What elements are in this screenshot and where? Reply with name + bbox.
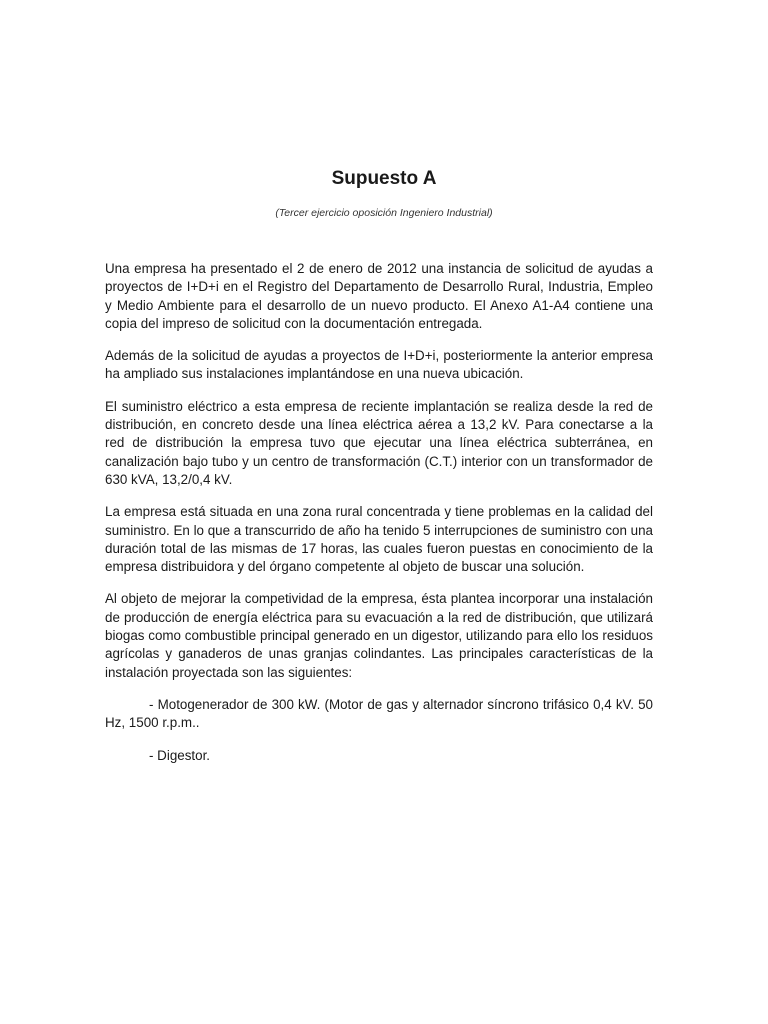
document-title: Supuesto A: [331, 168, 437, 189]
paragraph-instalacion: Al objeto de mejorar la competividad de la empresa, ésta plantea incorporar una instalación de producción de energía eléctrica para su evacuación a la red de distribución, que utilizará biogas como combustible principal generado en un digestor, utilizando para ello los residuos agrícolas y ganaderos de unas granjas colindantes. Las principales características de la instalación proyectada son las siguientes:: [105, 591, 653, 680]
paragraph-solicitud: Una empresa ha presentado el 2 de enero de 2012 una instancia de solicitud de ayudas a proyectos de I+D+i en el Registro del Departamento de Desarrollo Rural, Industria, Empleo y Medio Ambiente para el desarrollo de un nuevo producto. El Anexo A1-A4 contiene una copia del impreso de solicitud con la documentación entregada.: [105, 261, 653, 331]
paragraph-suministro: El suministro eléctrico a esta empresa de reciente implantación se realiza desde la red de distribución, en concreto desde una línea eléctrica aérea a 13,2 kV. Para conectarse a la red de distribución la empresa tuvo que ejecutar una línea eléctrica subterránea, en canalización bajo tubo y un centro de transformación (C.T.) interior con un transformador de 630 kVA, 13,2/0,4 kV.: [105, 398, 653, 487]
paragraph-calidad: La empresa está situada en una zona rural concentrada y tiene problemas en la calidad del suministro. En lo que a transcurrido de año ha tenido 5 interrupciones de suministro con una duración total de las mismas de 17 horas, las cuales fueron puestas en conocimiento de la empresa distribuidora y del órgano competente al objeto de buscar una solución.: [105, 504, 653, 575]
paragraph-ampliacion: Además de la solicitud de ayudas a proyectos de I+D+i, posteriormente la anterior empresa ha ampliado sus instalaciones implantándose en una nueva ubicación.: [105, 348, 653, 382]
list-item-motogenerador: - Motogenerador de 300 kW. (Motor de gas y alternador síncrono trifásico 0,4 kV. 50 Hz, 1500 r.p.m..: [105, 696, 653, 731]
document-body: [105, 260, 653, 779]
list-item-digestor: - Digestor.: [149, 747, 211, 763]
document-subtitle: (Tercer ejercicio oposición Ingeniero Industrial): [275, 207, 493, 219]
